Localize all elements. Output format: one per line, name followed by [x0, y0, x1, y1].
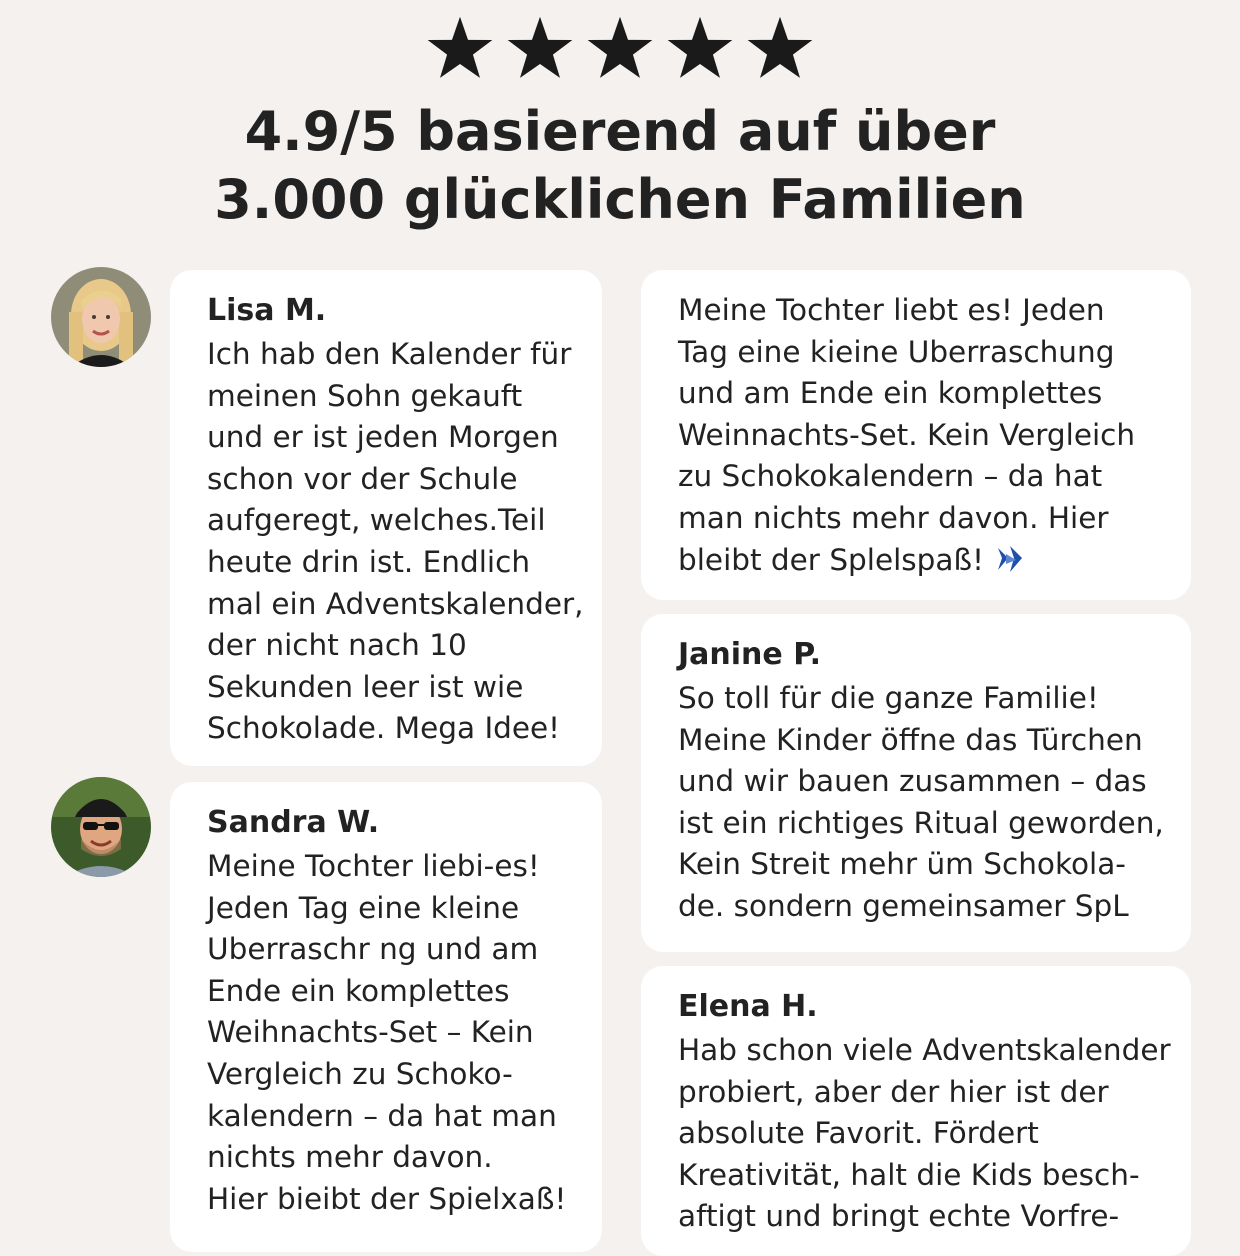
- star-icon: [586, 14, 654, 82]
- review-line: nichts mehr davon.: [207, 1140, 493, 1175]
- sparkle-icon: [992, 544, 1028, 574]
- review-line: aufgeregt, welches.Teil: [207, 503, 546, 538]
- review-line: heute drin ist. Endlich: [207, 544, 531, 579]
- reviewer-name: Janine P.: [678, 637, 822, 672]
- star-icon: [506, 14, 574, 82]
- rating-headline: [0, 98, 1240, 234]
- review-line: Sekunden leer ist wie: [207, 669, 524, 704]
- star-icon: [746, 14, 814, 82]
- review-line: mal ein Adventskalender,: [207, 586, 584, 621]
- review-line: ist ein richtiges Ritual geworden,: [678, 805, 1164, 840]
- review-line: Jeden Tag eine kleine: [207, 890, 520, 925]
- review-line: bleibt der Splelspaß!: [678, 542, 984, 577]
- avatar-woman-blonde-icon: [51, 267, 151, 367]
- review-line: und wir bauen zusammen – das: [678, 764, 1147, 799]
- rating-stars: [0, 14, 1240, 82]
- review-line: Ende ein komplettes: [207, 973, 510, 1008]
- avatar-sandra: [51, 777, 151, 877]
- review-line: Vergleich zu Schoko-: [207, 1056, 513, 1091]
- avatar-man-cap-icon: [51, 777, 151, 877]
- review-line: meinen Sohn gekauft: [207, 378, 523, 413]
- review-line: Kein Streit mehr üm Schokola-: [678, 847, 1126, 882]
- review-line: Tag eine kieine Uberraschung: [678, 334, 1115, 369]
- review-card-lisa: [170, 270, 602, 766]
- review-line: absolute Favorit. Fördert: [678, 1116, 1039, 1151]
- reviewer-name: Elena H.: [678, 989, 818, 1024]
- review-card-anonymous: [641, 270, 1191, 600]
- review-line: probiert, aber der hier ist der: [678, 1074, 1109, 1109]
- review-line: zu Schokokalendern – da hat: [678, 459, 1103, 494]
- review-text: [207, 334, 584, 750]
- headline-line-2: 3.000 glücklichen Familien: [214, 168, 1026, 231]
- review-line: man nichts mehr davon. Hier: [678, 500, 1109, 535]
- review-card-janine: [641, 614, 1191, 952]
- review-line: Meine Kinder öffne das Türchen: [678, 722, 1143, 757]
- review-line: Meine Tochter liebt es! Jeden: [678, 293, 1105, 327]
- review-text: [207, 846, 572, 1220]
- review-line: und am Ende ein komplettes: [678, 376, 1103, 411]
- headline-line-1: 4.9/5 basierend auf über: [244, 100, 996, 163]
- review-card-sandra: [170, 782, 602, 1252]
- review-line: kalendern – da hat man: [207, 1098, 557, 1133]
- review-line: Weihnachts-Set – Kein: [207, 1015, 534, 1050]
- review-line: der nicht nach 10: [207, 628, 467, 663]
- review-line: So toll für die ganze Familie!: [678, 681, 1099, 715]
- star-icon: [426, 14, 494, 82]
- review-line: Hier bieibt der Spielxaß!: [207, 1181, 567, 1216]
- review-line: Weinnachts-Set. Kein Vergleich: [678, 417, 1136, 452]
- reviewer-name: Sandra W.: [207, 805, 380, 840]
- review-line: Meine Tochter liebi-es!: [207, 849, 540, 883]
- review-line: Ich hab den Kalender für: [207, 337, 572, 371]
- review-line: und er ist jeden Morgen: [207, 420, 559, 455]
- review-line: aftigt und bringt echte Vorfre-: [678, 1199, 1120, 1234]
- review-text: [678, 1030, 1171, 1238]
- review-line: Uberraschr ng und am: [207, 932, 539, 967]
- review-line: Hab schon viele Adventskalender: [678, 1033, 1171, 1067]
- review-card-elena: [641, 966, 1191, 1256]
- star-icon: [666, 14, 734, 82]
- review-text: [678, 290, 1161, 581]
- review-line: de. sondern gemeinsamer SpL: [678, 888, 1129, 923]
- review-line: Kreativität, halt die Kids besch-: [678, 1157, 1140, 1192]
- avatar-lisa: [51, 267, 151, 367]
- review-line: Schokolade. Mega Idee!: [207, 711, 561, 746]
- reviewer-name: Lisa M.: [207, 293, 327, 328]
- review-line: schon vor der Schule: [207, 461, 518, 496]
- review-line-last: [678, 540, 1161, 582]
- review-text: [678, 678, 1164, 928]
